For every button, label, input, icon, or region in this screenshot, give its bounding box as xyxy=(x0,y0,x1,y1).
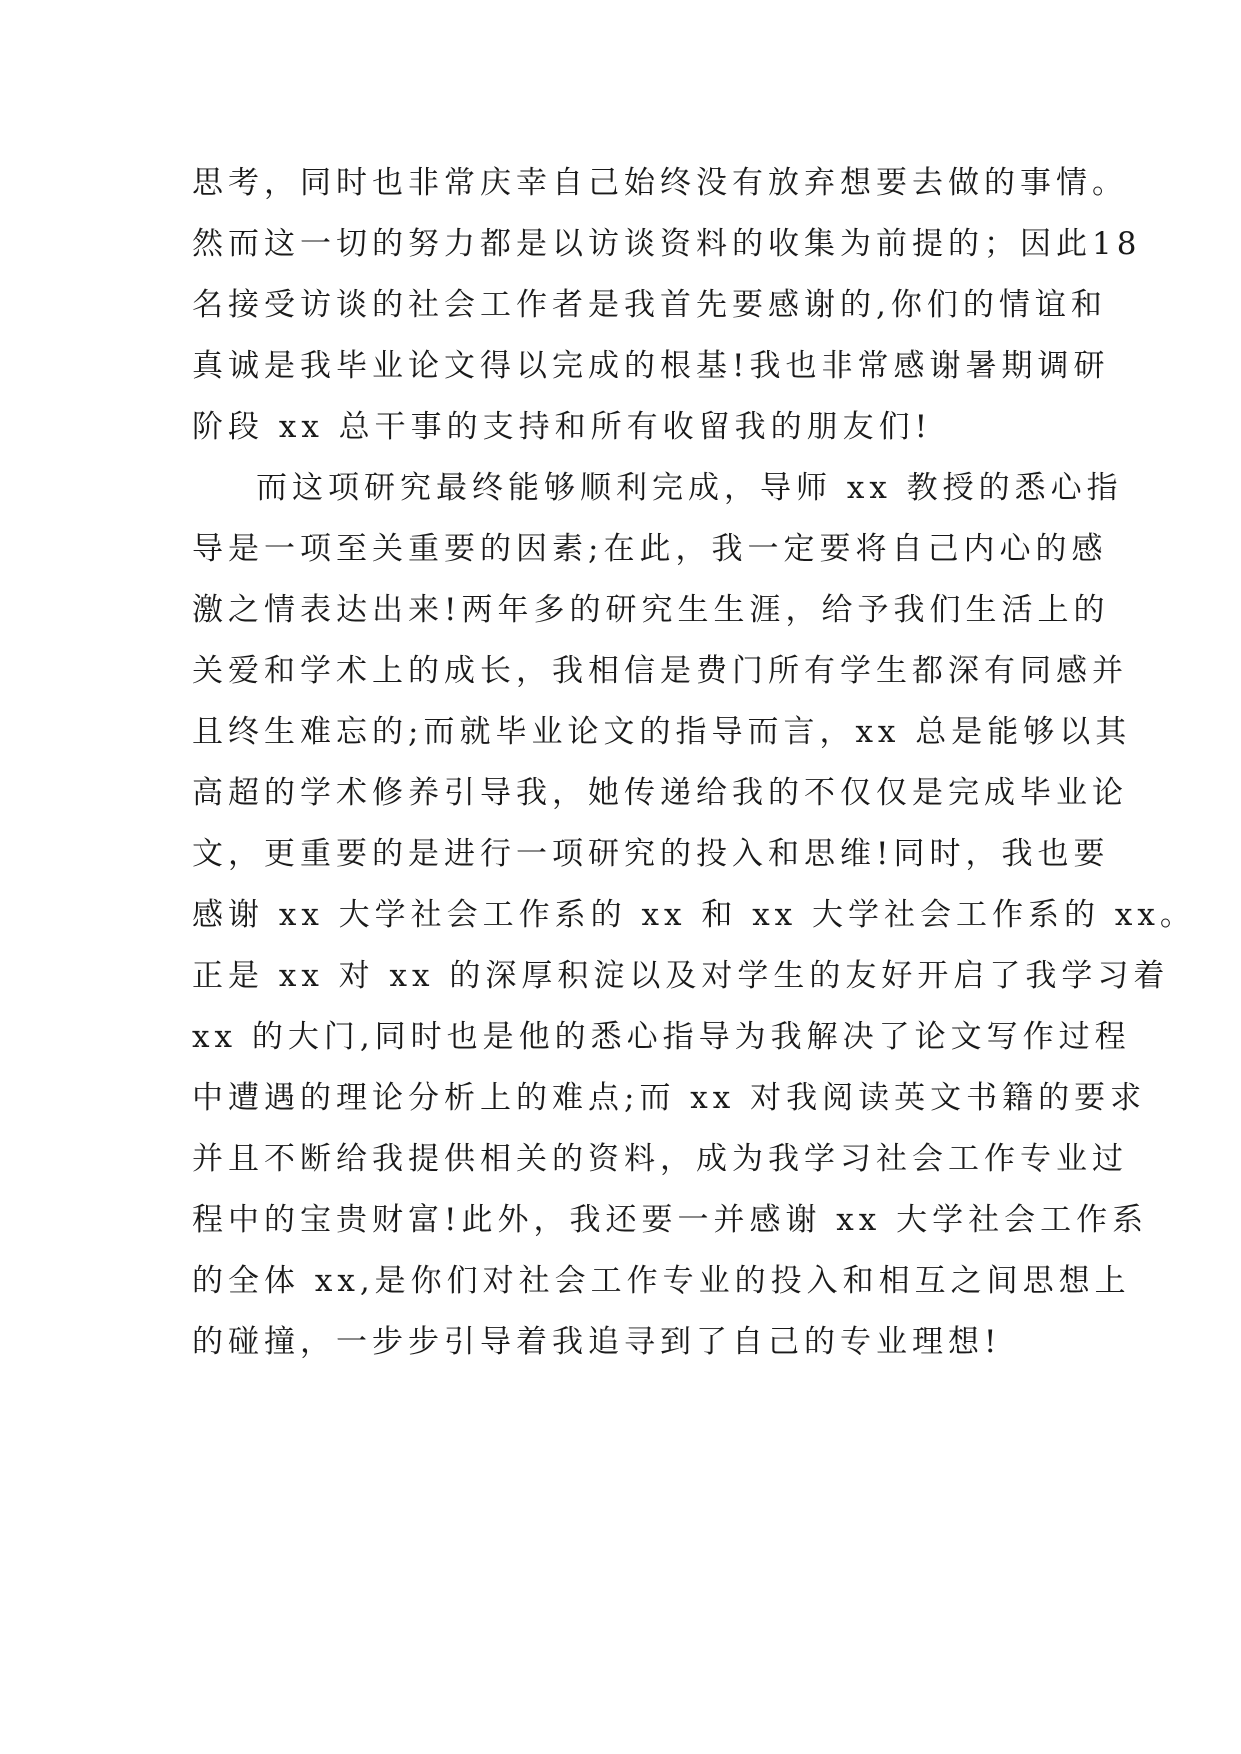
text-line: 关爱和学术上的成长，我相信是费门所有学生都深有同感并 xyxy=(192,653,1128,689)
text-line: 的碰撞，一步步引导着我追寻到了自己的专业理想! xyxy=(192,1324,1002,1360)
text-line: 高超的学术修养引导我，她传递给我的不仅仅是完成毕业论 xyxy=(192,775,1128,811)
text-line: 正是 xx 对 xx 的深厚积淀以及对学生的友好开启了我学习着 xyxy=(192,958,1170,994)
text-line: 然而这一切的努力都是以访谈资料的收集为前提的；因此18 xyxy=(192,226,1142,262)
text-line: 程中的宝贵财富!此外，我还要一并感谢 xx 大学社会工作系 xyxy=(192,1202,1149,1238)
text-line: 的全体 xx,是你们对社会工作专业的投入和相互之间思想上 xyxy=(192,1263,1131,1299)
paragraph-1 xyxy=(192,153,1142,458)
text-line: 名接受访谈的社会工作者是我首先要感谢的,你们的情谊和 xyxy=(192,287,1107,323)
text-line: 思考，同时也非常庆幸自己始终没有放弃想要去做的事情。 xyxy=(192,165,1128,201)
text-line: 导是一项至关重要的因素;在此，我一定要将自己内心的感 xyxy=(192,531,1108,567)
paragraph-2 xyxy=(192,458,1196,1373)
text-line: 阶段 xx 总干事的支持和所有收留我的朋友们! xyxy=(192,409,933,445)
text-line: 文，更重要的是进行一项研究的投入和思维!同时，我也要 xyxy=(192,836,1110,872)
text-line: 并且不断给我提供相关的资料，成为我学习社会工作专业过 xyxy=(192,1141,1128,1177)
text-line: 真诚是我毕业论文得以完成的根基!我也非常感谢暑期调研 xyxy=(192,348,1110,384)
text-line: 中遭遇的理论分析上的难点;而 xx 对我阅读英文书籍的要求 xyxy=(192,1080,1147,1116)
text-line: 而这项研究最终能够顺利完成，导师 xx 教授的悉心指 xyxy=(256,470,1123,506)
document-page xyxy=(192,153,1196,1373)
text-line: 感谢 xx 大学社会工作系的 xx 和 xx 大学社会工作系的 xx。 xyxy=(192,897,1196,933)
text-line: 且终生难忘的;而就毕业论文的指导而言，xx 总是能够以其 xyxy=(192,714,1132,750)
text-line: 激之情表达出来!两年多的研究生生涯，给予我们生活上的 xyxy=(192,592,1110,628)
text-line: xx 的大门,同时也是他的悉心指导为我解决了论文写作过程 xyxy=(192,1019,1131,1055)
